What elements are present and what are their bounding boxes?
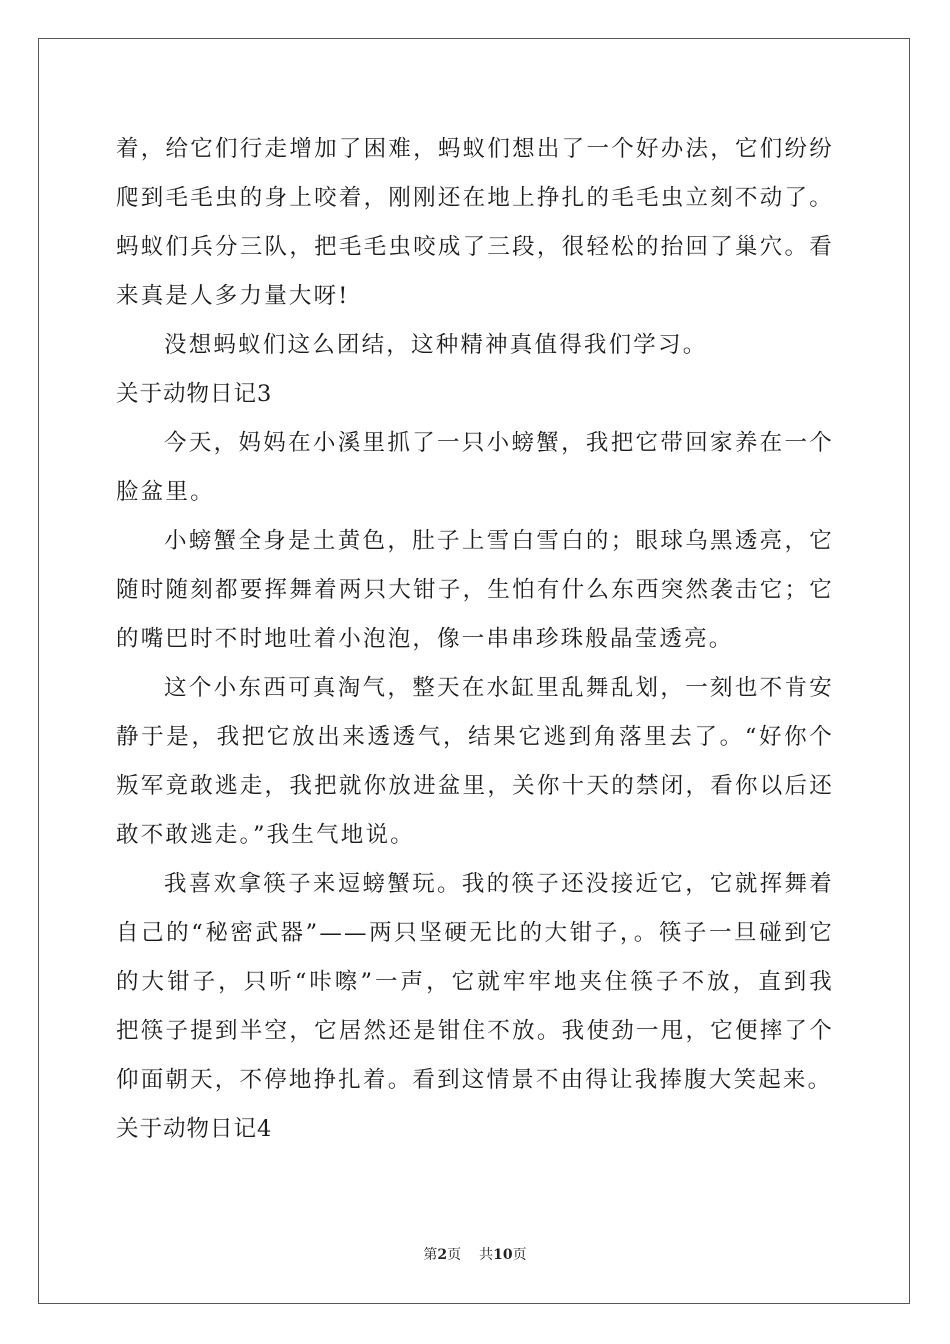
paragraph-ant-story-end: 着，给它们行走增加了困难，蚂蚁们想出了一个好办法，它们纷纷爬到毛毛虫的身上咬着，刚刚还在地上挣扎的毛毛虫立刻不动了。蚂蚁们兵分三队，把毛毛虫咬成了三段，很轻松的抬回了巢穴。看来真是人多力量大呀!: [116, 136, 834, 309]
section-heading-diary-4: 关于动物日记4: [116, 1116, 273, 1142]
total-suffix: 页: [512, 1247, 527, 1263]
page-current: 2: [437, 1247, 448, 1263]
paragraph-crab-appearance: 小螃蟹全身是土黄色，肚子上雪白雪白的；眼球乌黑透亮，它随时随刻都要挥舞着两只大钳子，生怕有什么东西突然袭击它；它的嘴巴时不时地吐着小泡泡，像一串串珍珠般晶莹透亮。: [116, 528, 834, 652]
paragraph-crab-escape: 这个小东西可真淘气，整天在水缸里乱舞乱划，一刻也不肯安静于是，我把它放出来透透气，结果它逃到角落里去了。“好你个叛军竟敢逃走，我把就你放进盆里，关你十天的禁闭，看你以后还敢不敢逃走。”我生气地说。: [116, 675, 834, 848]
page-footer: [0, 1244, 950, 1264]
page-suffix: 页: [447, 1247, 462, 1263]
section-heading-diary-3: 关于动物日记3: [116, 381, 273, 407]
paragraph-crab-chopsticks: 我喜欢拿筷子来逗螃蟹玩。我的筷子还没接近它，它就挥舞着自己的“秘密武器”——两只坚硬无比的大钳子，。筷子一旦碰到它的大钳子，只听“咔嚓”一声，它就牢牢地夹住筷子不放，直到我把筷子提到半空，它居然还是钳住不放。我使劲一甩，它便摔了个仰面朝天，不停地挣扎着。看到这情景不由得让我捧腹大笑起来。: [116, 871, 834, 1093]
paragraph-ant-conclusion: 没想蚂蚁们这么团结，这种精神真值得我们学习。: [164, 332, 708, 358]
page-prefix: 第: [423, 1247, 438, 1263]
document-body: [116, 125, 834, 1154]
total-pages: 10: [493, 1247, 513, 1263]
paragraph-crab-intro: 今天，妈妈在小溪里抓了一只小螃蟹，我把它带回家养在一个脸盆里。: [116, 430, 834, 505]
total-prefix: 共: [479, 1247, 494, 1263]
